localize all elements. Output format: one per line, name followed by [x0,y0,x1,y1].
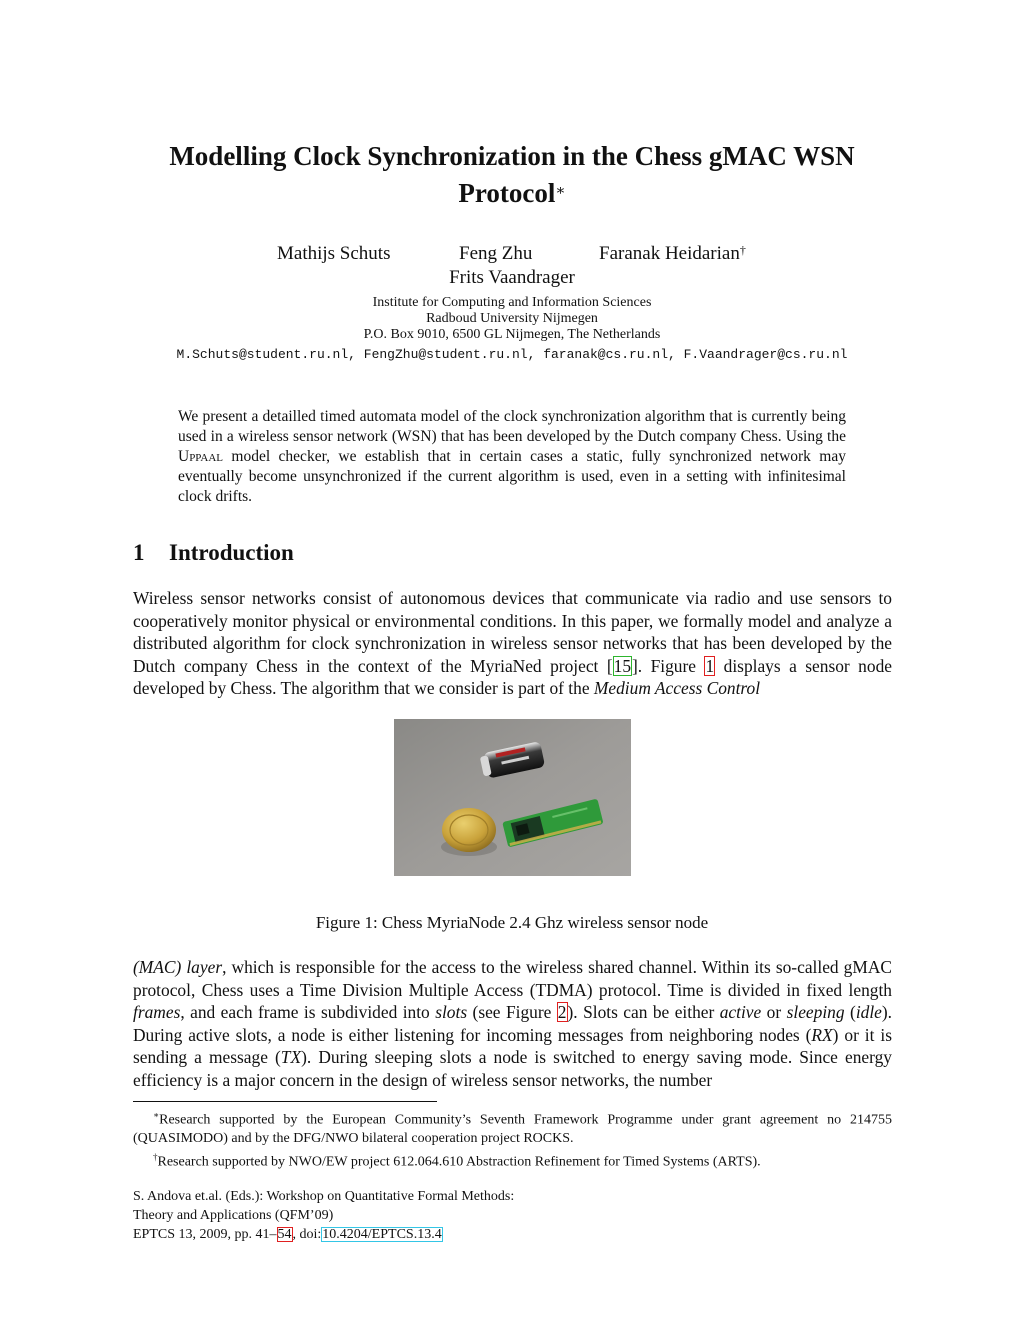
affiliation-line: Radboud University Nijmegen [426,311,598,326]
affiliation [0,295,1024,343]
footnote-divider [133,1101,437,1102]
citation-link-15[interactable]: 15 [613,655,632,676]
venue-info [133,1187,514,1244]
last-page-link[interactable]: 54 [277,1227,292,1242]
sensor-node-photo [394,719,631,876]
author-2: Feng Zhu [459,243,533,264]
footnotes [133,1106,892,1171]
title-footnote-mark[interactable]: ∗ [555,183,566,199]
venue-line: S. Andova et.al. (Eds.): Workshop on Quantitative Formal Methods: [133,1189,515,1204]
figure-1-link[interactable]: 1 [705,655,715,676]
sensor-node-image [394,719,631,876]
author-emails: M.Schuts@student.ru.nl, FengZhu@student.ru.nl, faranak@cs.ru.nl, F.Vaandrager@cs.ru.nl [176,347,848,362]
author-1: Mathijs Schuts [277,243,391,264]
author-4: Frits Vaandrager [449,267,575,288]
venue-line: EPTCS 13, 2009, pp. 41–54, doi:10.4204/EPTCS.13.4 [133,1227,442,1242]
section-number: 1 [133,540,145,565]
figure-2-link[interactable]: 2 [557,1002,567,1023]
section-title: Introduction [169,540,294,565]
author-3-footnote-mark[interactable]: † [739,243,746,257]
uppaal-name: Uppaal [178,448,224,465]
section-heading [133,540,294,566]
doi-link[interactable]: 10.4204/EPTCS.13.4 [322,1227,442,1242]
abstract: We present a detailled timed automata model of the clock synchronization algorithm that is currently being used in a wireless sensor network (WSN) that has been developed by the Dutch company Chess. Using the Uppaal model checker, we establish that in certain cases a static, fully synchronized network may eventually become unsynchronized if the current algorithm is used, even in a setting with infinitesimal clock drifts. [178,408,846,505]
intro-paragraph-1: Wireless sensor networks consist of autonomous devices that communicate via radio and use sensors to cooperatively monitor physical or environmental conditions. In this paper, we formally model and analyze a distributed algorithm for clock synchronization in wireless sensor networks that has been developed by the Dutch company Chess in the context of the MyriaNed project [15]. Figure 1 displays a sensor node developed by Chess. The algorithm that we consider is part of the Medium Access Control [133,588,892,699]
footnote-2: †Research supported by NWO/EW project 612.064.610 Abstraction Refinement for Timed Systems (ARTS). [153,1151,761,1170]
paper-title [0,138,1024,212]
venue-line: Theory and Applications (QFM’09) [133,1208,334,1223]
intro-paragraph-2: (MAC) layer, which is responsible for the access to the wireless shared channel. Within its so-called gMAC protocol, Chess uses a Time Division Multiple Access (TDMA) protocol. Time is divided in fixed length frames, and each frame is subdivided into slots (see Figure 2). Slots can be either active or sleeping (idle). During active slots, a node is either listening for incoming messages from neighboring nodes (RX) or it is sending a message (TX). During sleeping slots a node is switched to energy saving mode. Since energy efficiency is a major concern in the design of wireless sensor networks, the number [133,957,893,1090]
author-3: Faranak Heidarian† [599,243,746,264]
title-line-2: Protocol [458,178,556,208]
footnote-1: ∗Research supported by the European Community’s Seventh Framework Programme under grant agreement no 214755 (QUASIMODO) and by the DFG/NWO bilateral cooperation project ROCKS. [133,1110,892,1146]
affiliation-line: Institute for Computing and Information Sciences [372,295,652,310]
affiliation-line: P.O. Box 9010, 6500 GL Nijmegen, The Netherlands [363,327,661,342]
figure-1-caption: Figure 1: Chess MyriaNode 2.4 Ghz wireless sensor node [315,913,709,932]
title-line-1: Modelling Clock Synchronization in the Chess gMAC WSN [169,141,855,171]
